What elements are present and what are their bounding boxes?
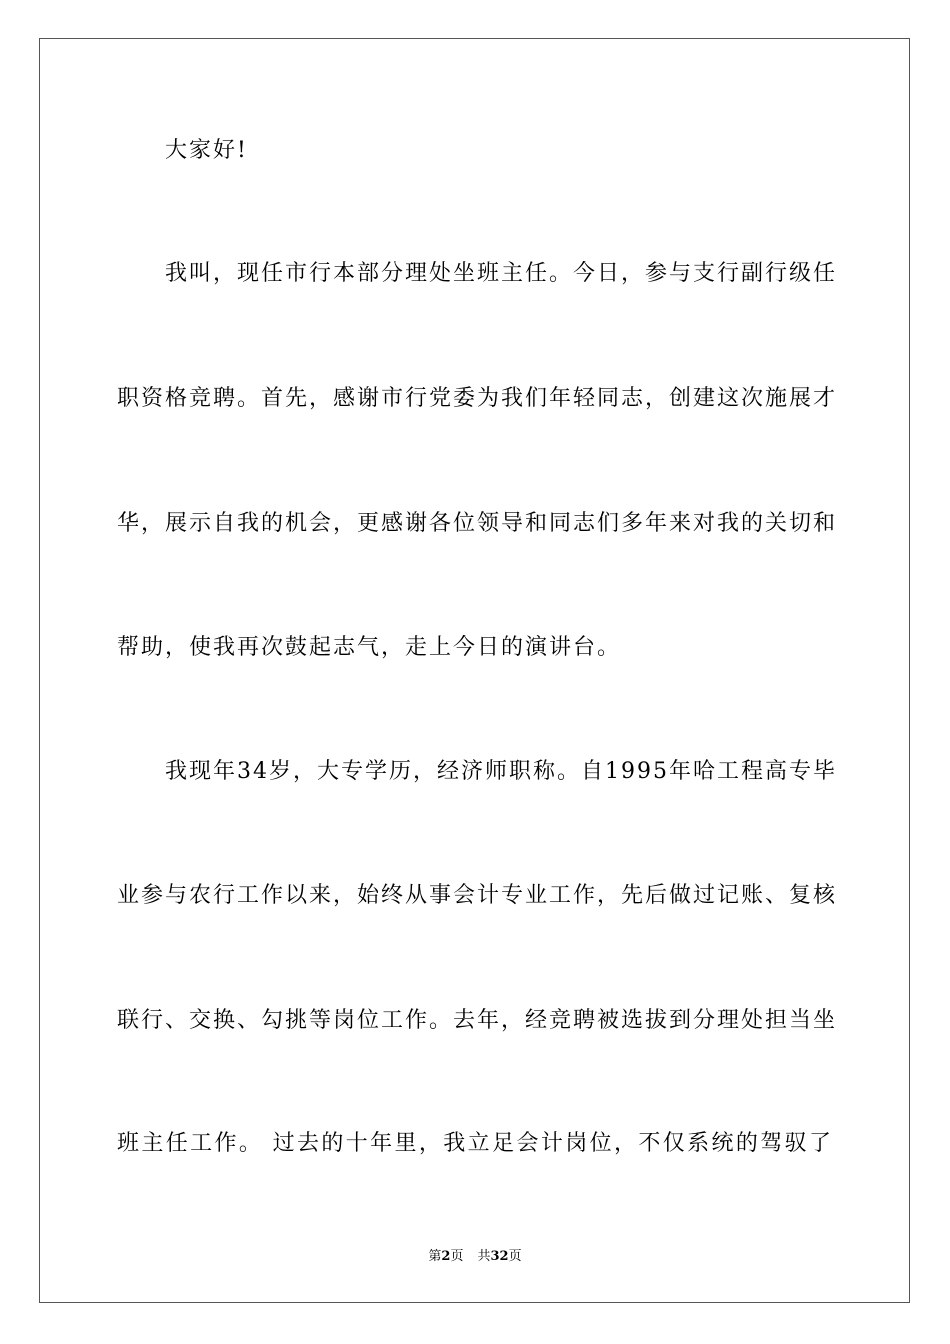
footer-total-prefix: 共 [477,1249,491,1264]
footer-total-suffix: 页 [508,1249,522,1264]
text-line-6: 我现年34岁，大专学历，经济师职称。自1995年哈工程高专毕 [165,759,837,784]
footer-page-suffix: 页 [450,1249,464,1264]
footer-page-current: 2 [441,1249,451,1264]
text-line-2: 我叫，现任市行本部分理处坐班主任。今日，参与支行副行级任 [165,261,838,286]
footer-page-prefix: 第 [428,1249,442,1264]
text-line-4: 华，展示自我的机会，更感谢各位领导和同志们多年来对我的关切和 [117,511,838,536]
text-line-5: 帮助，使我再次鼓起志气，走上今日的演讲台。 [117,635,622,660]
footer-page-total: 32 [490,1249,509,1264]
text-line-3: 职资格竞聘。首先，感谢市行党委为我们年轻同志，创建这次施展才 [117,386,838,411]
text-line-1: 大家好! [165,138,248,163]
text-line-9: 班主任工作。 过去的十年里，我立足会计岗位，不仅系统的驾驭了 [117,1131,833,1156]
page-footer [0,1248,950,1266]
text-line-8: 联行、交换、勾挑等岗位工作。去年，经竞聘被选拔到分理处担当坐 [117,1008,838,1033]
text-line-7: 业参与农行工作以来，始终从事会计专业工作，先后做过记账、复核 [117,883,838,908]
page-border [39,38,910,1303]
